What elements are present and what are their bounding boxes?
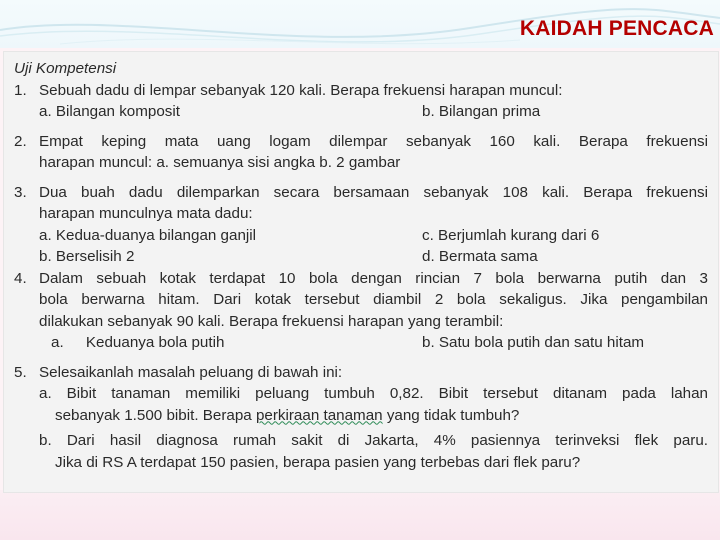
question-3-options-row-2 — [14, 246, 708, 268]
question-2 — [14, 131, 708, 153]
option-b: b. Berselisih 2 — [39, 248, 135, 265]
option-a: Keduanya bola putih — [85, 334, 225, 351]
sub-question-a-continued — [14, 405, 708, 427]
sub-question-b: b. Dari hasil diagnosa rumah sakit di Jakarta, 4% pasiennya terinveksi flek paru. — [39, 432, 708, 449]
question-text: harapan munculnya mata dadu: — [39, 205, 253, 222]
sub-question-b-continued: Jika di RS A terdapat 150 pasien, berapa pasien yang terbebas dari flek paru? — [55, 453, 581, 471]
text-segment: sebanyak 1.500 bibit. Berapa — [55, 406, 256, 424]
question-3 — [14, 182, 708, 204]
option-d: d. Bermata sama — [422, 248, 538, 265]
option-b: b. Satu bola putih dan satu hitam — [422, 334, 645, 351]
question-1 — [14, 80, 708, 102]
question-3-options-row-1 — [14, 225, 708, 247]
option-b: b. Bilangan prima — [422, 103, 541, 120]
question-number: 4. — [14, 269, 27, 287]
question-text: Sebuah dadu di lempar sebanyak 120 kali. Berapa frekuensi harapan muncul: — [39, 81, 563, 99]
spellcheck-underlined-text: perkiraan tanaman — [255, 406, 383, 424]
question-text: Dalam sebuah kotak terdapat 10 bola dengan rincian 7 bola berwarna putih dan 3 — [39, 269, 708, 287]
question-text: Selesaikanlah masalah peluang di bawah ini: — [39, 363, 343, 381]
sub-question-a: a. Bibit tanaman memiliki peluang tumbuh 0,82. Bibit tersebut ditanam pada lahan — [39, 385, 708, 402]
exercise-panel — [3, 51, 719, 493]
slide-footer-background — [0, 490, 720, 540]
question-4-options — [14, 332, 708, 354]
question-text: harapan muncul: a. semuanya sisi angka b. 2 gambar — [39, 154, 401, 171]
question-5 — [14, 362, 708, 384]
option-a: a. Kedua-duanya bilangan ganjil — [39, 226, 257, 244]
question-1-options — [14, 101, 708, 123]
question-text: dilakukan sebanyak 90 kali. Berapa frekuensi harapan yang terambil: — [39, 312, 504, 330]
option-a: a. Bilangan komposit — [39, 103, 180, 120]
option-c: c. Berjumlah kurang dari 6 — [422, 226, 600, 244]
text-segment: yang tidak tumbuh? — [382, 406, 520, 424]
question-number: 3. — [14, 183, 27, 201]
exercise-heading: Uji Kompetensi — [14, 60, 117, 77]
question-text: Dua buah dadu dilemparkan secara bersamaan sebanyak 108 kali. Berapa frekuensi — [39, 183, 708, 201]
option-a-label: a. — [51, 334, 64, 351]
question-text: Empat keping mata uang logam dilempar sebanyak 160 kali. Berapa frekuensi — [39, 132, 708, 150]
question-text: bola berwarna hitam. Dari kotak tersebut diambil 2 bola sekaligus. Jika pengambilan — [39, 291, 708, 308]
question-number: 2. — [14, 132, 27, 150]
slide-title: KAIDAH PENCACA — [519, 17, 714, 40]
question-number: 1. — [14, 81, 27, 99]
question-4 — [14, 268, 708, 290]
question-number: 5. — [14, 363, 27, 381]
